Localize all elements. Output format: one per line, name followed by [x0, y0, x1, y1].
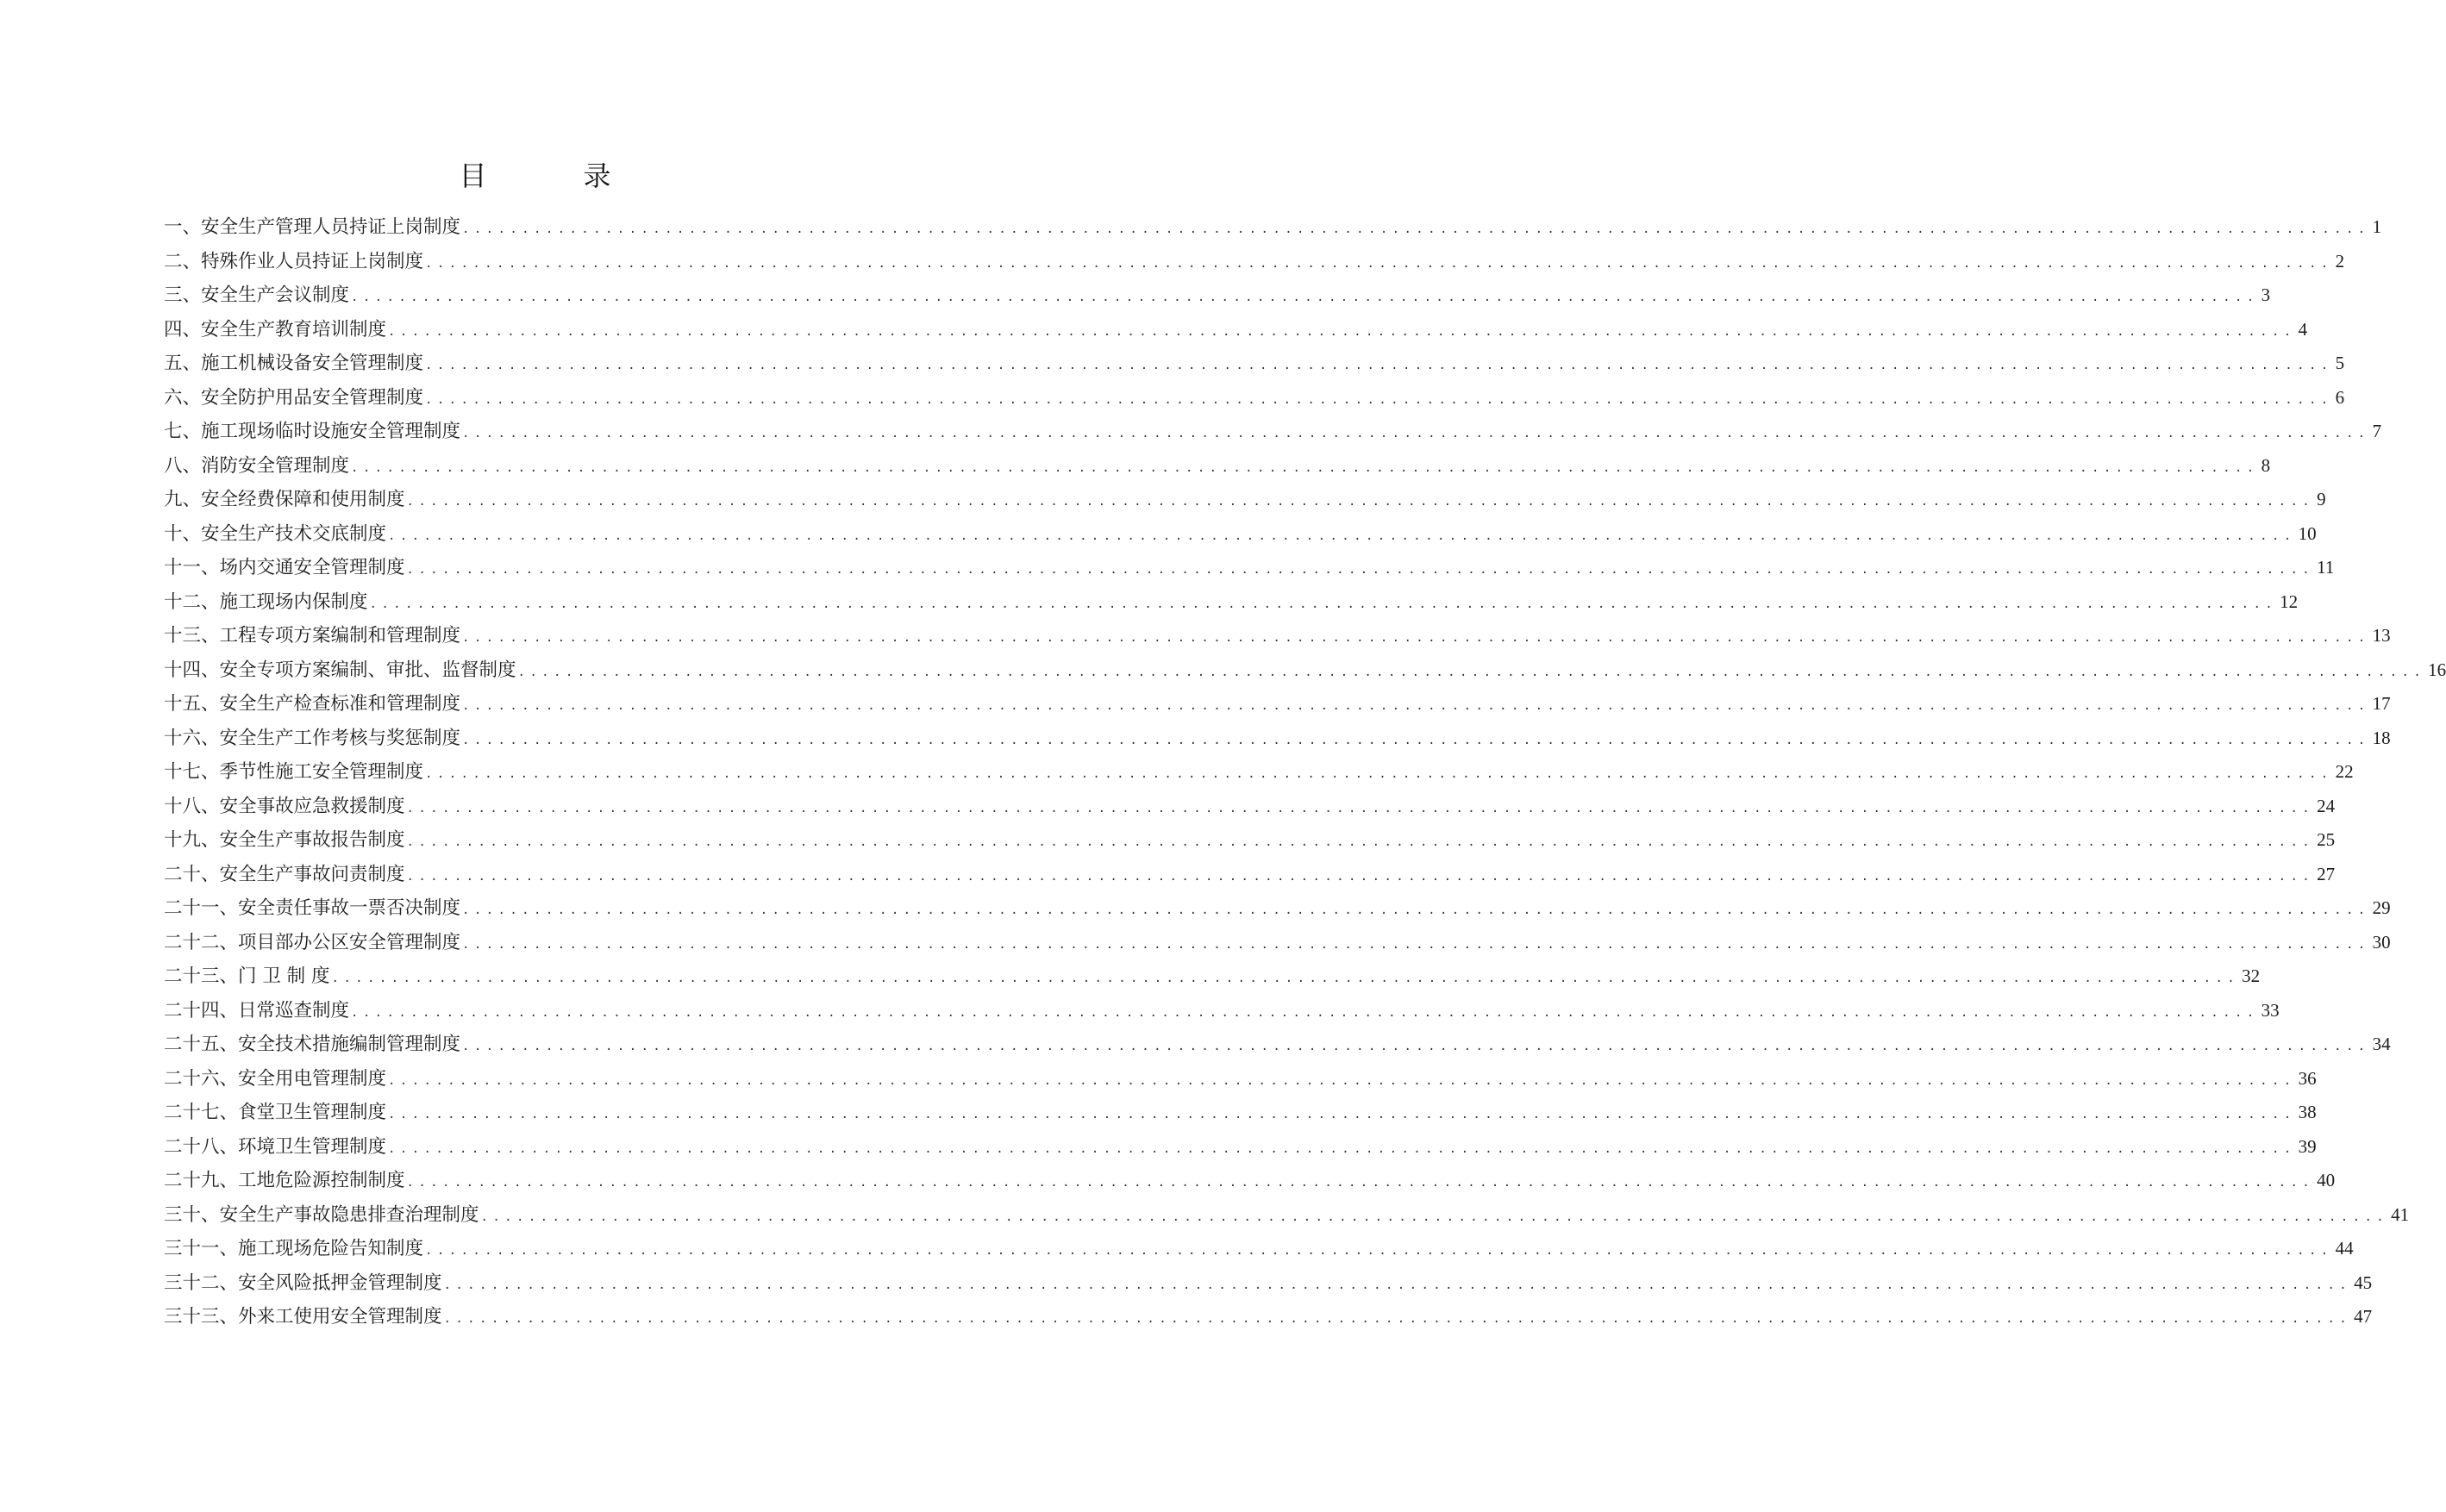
toc-entry-page-number: 16 — [2428, 659, 2446, 680]
dot-leader: ................................................................................................................................................................ — [406, 801, 2315, 815]
toc-entry-page-number: 36 — [2298, 1067, 2317, 1089]
toc-entry-page-number: 9 — [2317, 489, 2326, 509]
page-title: 目 录 — [459, 159, 646, 192]
toc-entry[interactable] — [164, 210, 2382, 245]
toc-entry[interactable] — [164, 483, 2326, 517]
toc-entry[interactable] — [164, 619, 2391, 653]
dot-leader: ................................................................................................................................................................ — [388, 1141, 2296, 1156]
toc-entry-page-number: 10 — [2298, 522, 2317, 544]
dot-leader: ................................................................................................................................................................ — [480, 1209, 2389, 1224]
toc-entry[interactable] — [164, 1130, 2317, 1165]
toc-entry-page-number: 40 — [2317, 1170, 2336, 1190]
dot-leader: ................................................................................................................................................................ — [462, 733, 2370, 747]
dot-leader: ................................................................................................................................................................ — [369, 597, 2278, 611]
dot-leader: ................................................................................................................................................................ — [462, 937, 2370, 952]
toc-entry[interactable] — [164, 1266, 2373, 1301]
toc-entry-page-number: 7 — [2372, 421, 2382, 441]
toc-entry-page-number: 32 — [2242, 965, 2261, 986]
toc-entry-page-number: 1 — [2372, 216, 2382, 237]
toc-entry-title: 三十一、施工现场危险告知制度 — [164, 1238, 424, 1259]
toc-entry-title: 三、安全生产会议制度 — [164, 284, 350, 306]
toc-entry[interactable] — [164, 347, 2345, 381]
toc-entry[interactable] — [164, 1300, 2373, 1334]
dot-leader: ................................................................................................................................................................ — [406, 495, 2315, 509]
toc-entry-title: 十五、安全生产检查标准和管理制度 — [164, 693, 461, 715]
toc-entry-page-number: 34 — [2372, 1034, 2391, 1054]
dot-leader: ................................................................................................................................................................ — [406, 1176, 2315, 1190]
toc-entry-page-number: 24 — [2317, 795, 2336, 816]
toc-entry-title: 二十二、项目部办公区安全管理制度 — [164, 931, 461, 953]
dot-leader: ................................................................................................................................................................ — [517, 665, 2426, 679]
toc-entry-title: 二十七、食堂卫生管理制度 — [164, 1102, 387, 1123]
dot-leader: ................................................................................................................................................................ — [425, 359, 2333, 372]
dot-leader: ................................................................................................................................................................ — [462, 427, 2370, 440]
toc-entry-title: 一、安全生产管理人员持证上岗制度 — [164, 216, 461, 238]
dot-leader: ................................................................................................................................................................ — [462, 903, 2370, 917]
toc-entry-title: 六、安全防护用品安全管理制度 — [164, 386, 424, 409]
dot-leader: ................................................................................................................................................................ — [388, 1073, 2296, 1088]
toc-entry-title: 七、施工现场临时设施安全管理制度 — [164, 421, 461, 442]
dot-leader: ................................................................................................................................................................ — [331, 972, 2240, 985]
toc-entry-title: 十九、安全生产事故报告制度 — [164, 829, 405, 851]
dot-leader: ................................................................................................................................................................ — [388, 528, 2296, 543]
dot-leader: ................................................................................................................................................................ — [406, 563, 2315, 577]
toc-entry-title: 二十四、日常巡查制度 — [164, 999, 350, 1022]
toc-entry-page-number: 8 — [2261, 454, 2271, 476]
toc-entry-page-number: 30 — [2372, 931, 2391, 953]
toc-entry-page-number: 13 — [2372, 625, 2391, 646]
toc-entry-page-number: 6 — [2335, 386, 2345, 408]
toc-entry[interactable] — [164, 517, 2317, 552]
toc-entry-title: 十二、施工现场内保制度 — [164, 590, 368, 613]
toc-entry[interactable] — [164, 926, 2391, 960]
toc-entry[interactable] — [164, 755, 2354, 790]
toc-entry[interactable] — [164, 858, 2336, 892]
toc-entry[interactable] — [164, 653, 2446, 688]
toc-entry-page-number: 22 — [2335, 761, 2354, 782]
toc-entry[interactable] — [164, 891, 2391, 926]
toc-entry-page-number: 3 — [2261, 284, 2271, 305]
toc-entry[interactable] — [164, 278, 2271, 313]
dot-leader: ................................................................................................................................................................ — [443, 1312, 2352, 1326]
toc-entry[interactable] — [164, 449, 2271, 484]
toc-entry[interactable] — [164, 790, 2336, 824]
toc-entry-page-number: 41 — [2391, 1203, 2410, 1225]
toc-entry-page-number: 33 — [2261, 999, 2280, 1021]
toc-entry[interactable] — [164, 415, 2382, 449]
toc-entry-page-number: 47 — [2354, 1306, 2373, 1327]
toc-entry-title: 二十五、安全技术措施编制管理制度 — [164, 1034, 461, 1055]
toc-entry-page-number: 44 — [2335, 1238, 2354, 1259]
toc-entry[interactable] — [164, 994, 2280, 1028]
toc-entry[interactable] — [164, 381, 2345, 415]
dot-leader: ................................................................................................................................................................ — [462, 699, 2370, 713]
toc-entry[interactable] — [164, 313, 2308, 347]
toc-entry-title: 二十九、工地危险源控制制度 — [164, 1170, 405, 1191]
dot-leader: ................................................................................................................................................................ — [443, 1278, 2352, 1292]
dot-leader: ................................................................................................................................................................ — [388, 1108, 2296, 1122]
toc-entry[interactable] — [164, 959, 2261, 994]
dot-leader: ................................................................................................................................................................ — [425, 256, 2333, 271]
toc-entry-title: 三十三、外来工使用安全管理制度 — [164, 1306, 442, 1328]
toc-entry[interactable] — [164, 1028, 2391, 1062]
table-of-contents — [164, 210, 2446, 1334]
toc-entry-title: 十七、季节性施工安全管理制度 — [164, 761, 424, 783]
toc-entry-title: 十三、工程专项方案编制和管理制度 — [164, 625, 461, 647]
dot-leader: ................................................................................................................................................................ — [425, 1244, 2333, 1258]
toc-entry-title: 十八、安全事故应急救援制度 — [164, 795, 405, 817]
dot-leader: ................................................................................................................................................................ — [425, 392, 2333, 407]
dot-leader: ................................................................................................................................................................ — [462, 1040, 2370, 1053]
toc-entry-title: 三十、安全生产事故隐患排查治理制度 — [164, 1203, 479, 1226]
toc-entry-page-number: 27 — [2317, 863, 2336, 884]
toc-entry-title: 四、安全生产教育培训制度 — [164, 318, 387, 341]
toc-entry-page-number: 11 — [2317, 557, 2335, 578]
toc-entry-title: 九、安全经费保障和使用制度 — [164, 489, 405, 510]
toc-entry-title: 二十一、安全责任事故一票否决制度 — [164, 897, 461, 919]
toc-entry-page-number: 4 — [2298, 318, 2308, 340]
dot-leader: ................................................................................................................................................................ — [351, 291, 2259, 304]
toc-entry-page-number: 18 — [2372, 727, 2391, 748]
toc-entry-title: 十四、安全专项方案编制、审批、监督制度 — [164, 659, 516, 681]
toc-entry-title: 二十、安全生产事故问责制度 — [164, 863, 405, 885]
toc-entry-page-number: 38 — [2298, 1102, 2317, 1122]
toc-entry[interactable] — [164, 585, 2299, 620]
dot-leader: ................................................................................................................................................................ — [351, 1005, 2259, 1020]
toc-entry-page-number: 45 — [2354, 1271, 2373, 1293]
dot-leader: ................................................................................................................................................................ — [388, 324, 2296, 339]
toc-entry[interactable] — [164, 687, 2391, 722]
toc-entry[interactable] — [164, 1198, 2410, 1233]
toc-entry-page-number: 39 — [2298, 1135, 2317, 1157]
toc-entry[interactable] — [164, 1164, 2336, 1198]
toc-entry-title: 三十二、安全风险抵押金管理制度 — [164, 1271, 442, 1294]
toc-entry-page-number: 17 — [2372, 693, 2391, 714]
toc-entry[interactable] — [164, 1232, 2354, 1266]
toc-entry-title: 十、安全生产技术交底制度 — [164, 522, 387, 545]
toc-entry[interactable] — [164, 1062, 2317, 1097]
toc-entry-title: 八、消防安全管理制度 — [164, 454, 350, 477]
toc-entry-title: 二十六、安全用电管理制度 — [164, 1067, 387, 1090]
toc-entry-title: 二十三、门 卫 制 度 — [164, 965, 330, 987]
toc-entry[interactable] — [164, 245, 2345, 279]
dot-leader: ................................................................................................................................................................ — [406, 835, 2315, 849]
toc-entry[interactable] — [164, 823, 2336, 858]
toc-entry-page-number: 29 — [2372, 897, 2391, 918]
toc-entry[interactable] — [164, 722, 2391, 756]
toc-entry-title: 二、特殊作业人员持证上岗制度 — [164, 250, 424, 272]
toc-entry[interactable] — [164, 551, 2335, 585]
toc-entry-title: 十六、安全生产工作考核与奖惩制度 — [164, 727, 461, 749]
dot-leader: ................................................................................................................................................................ — [351, 460, 2259, 475]
toc-entry-page-number: 12 — [2280, 590, 2299, 612]
toc-entry[interactable] — [164, 1096, 2317, 1130]
dot-leader: ................................................................................................................................................................ — [462, 222, 2370, 236]
toc-entry-page-number: 2 — [2335, 250, 2345, 272]
toc-entry-page-number: 25 — [2317, 829, 2336, 850]
dot-leader: ................................................................................................................................................................ — [425, 767, 2333, 781]
toc-entry-title: 二十八、环境卫生管理制度 — [164, 1135, 387, 1158]
dot-leader: ................................................................................................................................................................ — [462, 631, 2370, 645]
toc-entry-title: 五、施工机械设备安全管理制度 — [164, 353, 424, 374]
toc-entry-title: 十一、场内交通安全管理制度 — [164, 557, 405, 578]
toc-entry-page-number: 5 — [2335, 353, 2345, 373]
dot-leader: ................................................................................................................................................................ — [406, 869, 2315, 884]
